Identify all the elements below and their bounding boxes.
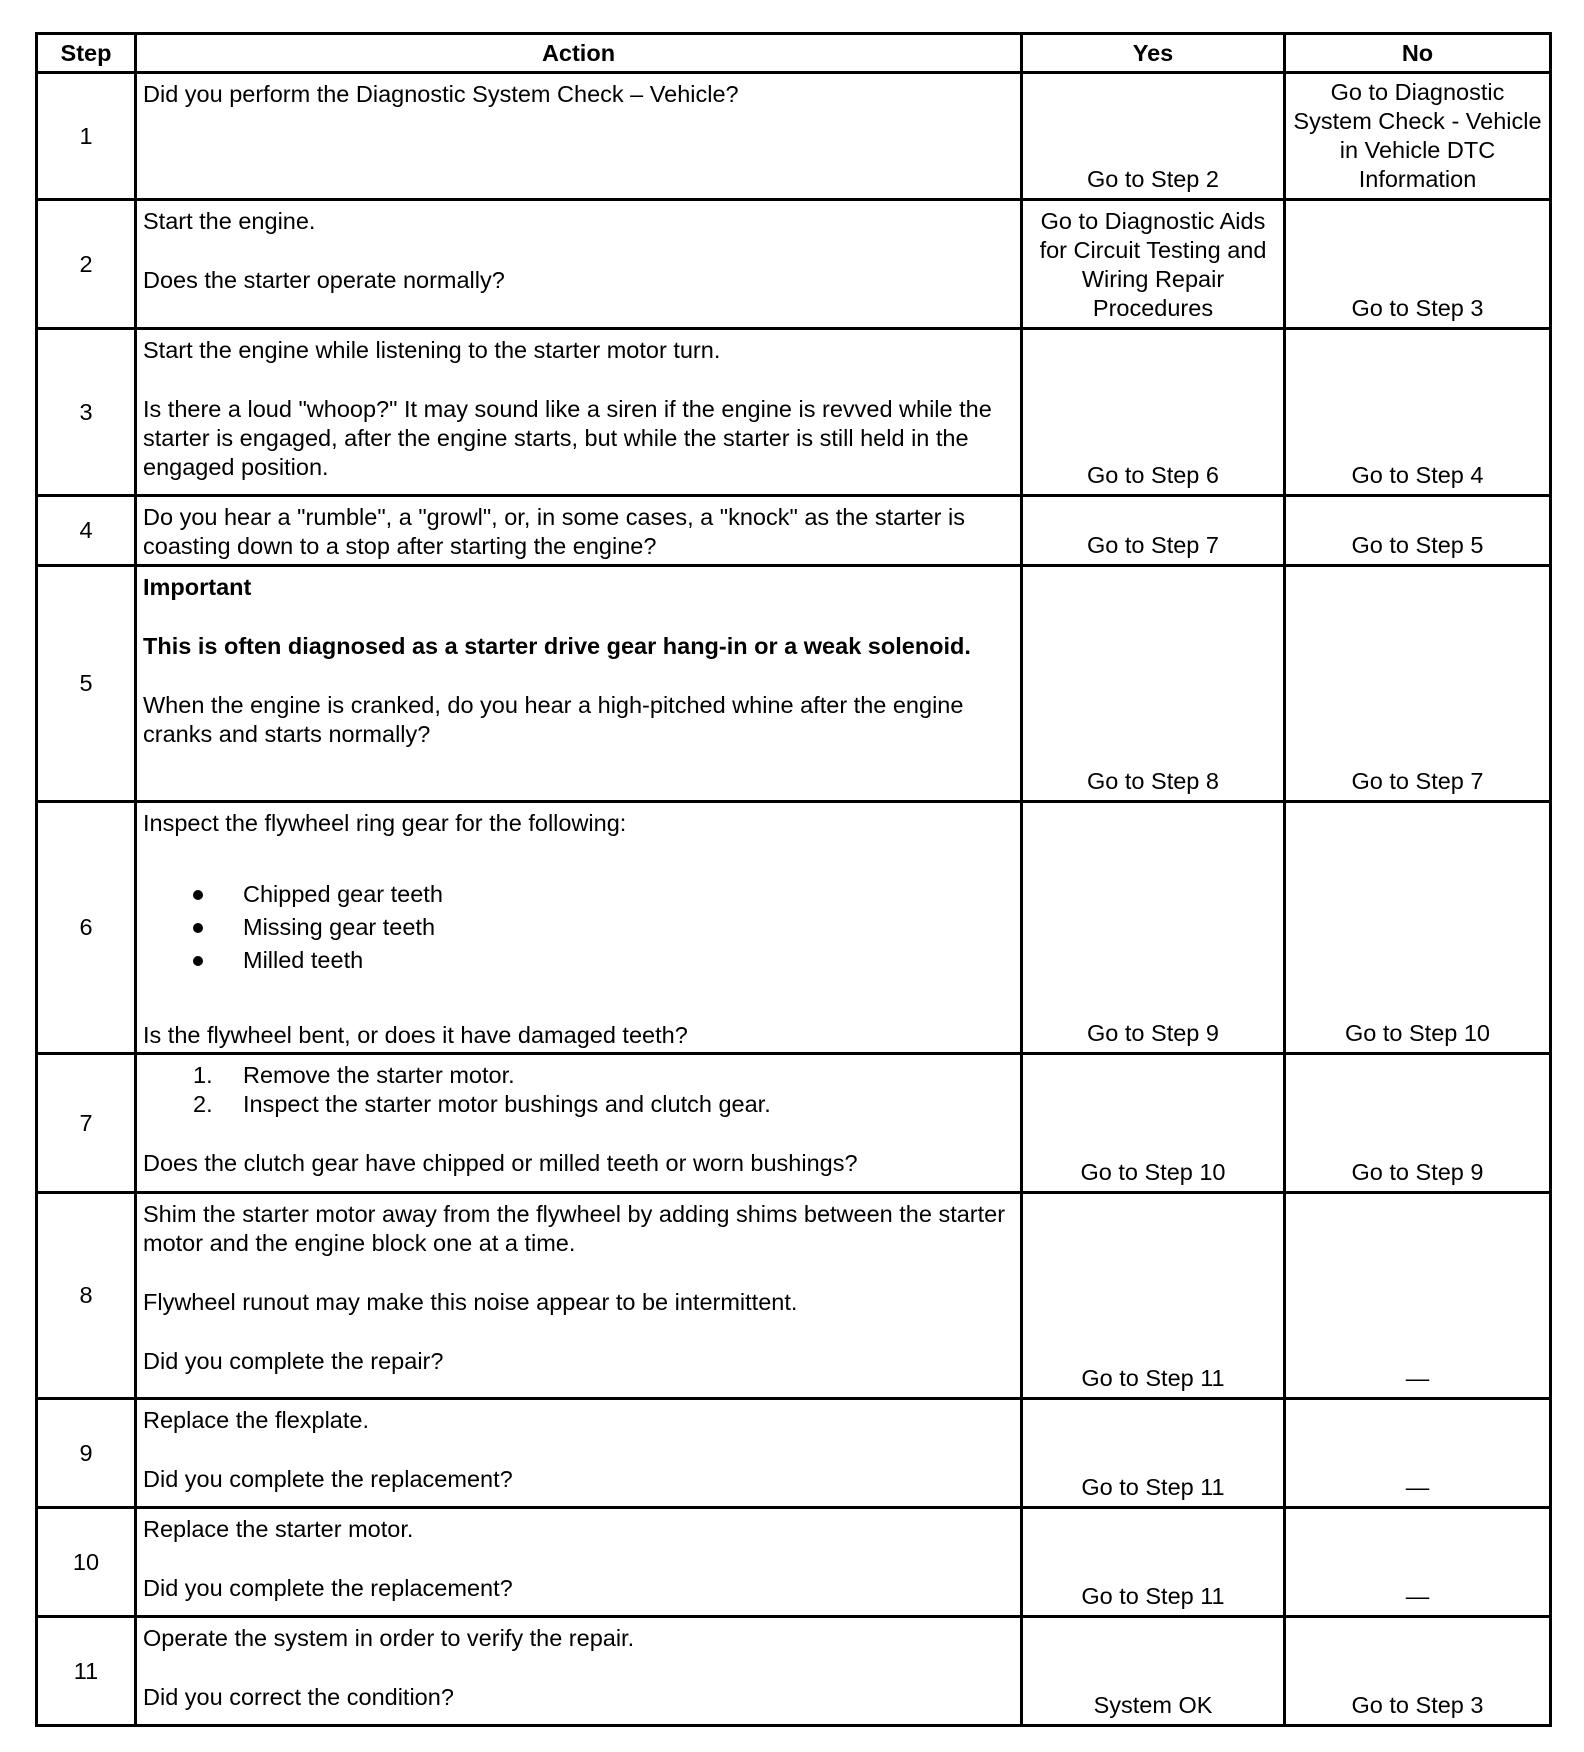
list-number: 2. xyxy=(193,1091,213,1117)
step-number: 7 xyxy=(37,1054,136,1193)
action-question: Do you hear a "rumble", a "growl", or, in some cases, a "knock" as the starter is coasting down to a stop after starting the engine? xyxy=(143,504,965,559)
list-item xyxy=(143,1090,1014,1119)
yes-cell: Go to Step 11 xyxy=(1022,1508,1285,1617)
table-row xyxy=(37,496,1551,566)
table-row xyxy=(37,1399,1551,1508)
action-cell xyxy=(136,496,1022,566)
action-text: Replace the starter motor. xyxy=(143,1516,414,1542)
yes-cell: Go to Step 9 xyxy=(1022,802,1285,1054)
list-item: Milled teeth xyxy=(143,944,1014,977)
action-text: Replace the flexplate. xyxy=(143,1407,370,1433)
action-text: Operate the system in order to verify the repair. xyxy=(143,1625,635,1651)
table-row xyxy=(37,566,1551,802)
important-note: This is often diagnosed as a starter drive gear hang-in or a weak solenoid. xyxy=(143,633,971,659)
step-number: 2 xyxy=(37,200,136,329)
yes-cell: Go to Step 11 xyxy=(1022,1193,1285,1399)
action-cell xyxy=(136,1617,1022,1726)
no-cell: Go to Step 3 xyxy=(1285,1617,1551,1726)
list-item xyxy=(143,1061,1014,1090)
action-text: Inspect the flywheel ring gear for the following: xyxy=(143,810,627,836)
yes-cell: Go to Diagnostic Aids for Circuit Testing and Wiring Repair Procedures xyxy=(1022,200,1285,329)
list-text: Inspect the starter motor bushings and clutch gear. xyxy=(243,1091,771,1117)
no-cell: — xyxy=(1285,1193,1551,1399)
action-question: Did you complete the repair? xyxy=(143,1348,444,1374)
action-cell xyxy=(136,200,1022,329)
action-cell xyxy=(136,802,1022,1054)
header-step: Step xyxy=(37,34,136,73)
no-cell: Go to Step 9 xyxy=(1285,1054,1551,1193)
step-number: 1 xyxy=(37,73,136,200)
no-cell: Go to Step 3 xyxy=(1285,200,1551,329)
action-note: Flywheel runout may make this noise appear to be intermittent. xyxy=(143,1289,798,1315)
action-cell xyxy=(136,1508,1022,1617)
numbered-list xyxy=(143,1061,1014,1119)
table-row xyxy=(37,802,1551,1054)
step-number: 11 xyxy=(37,1617,136,1726)
yes-cell: Go to Step 6 xyxy=(1022,329,1285,496)
header-yes: Yes xyxy=(1022,34,1285,73)
action-cell xyxy=(136,73,1022,200)
no-cell: Go to Step 10 xyxy=(1285,802,1551,1054)
action-text: Start the engine while listening to the starter motor turn. xyxy=(143,337,721,363)
table-header-row xyxy=(37,34,1551,73)
action-question: Is the flywheel bent, or does it have damaged teeth? xyxy=(143,1022,688,1048)
no-cell: — xyxy=(1285,1508,1551,1617)
yes-cell: Go to Step 2 xyxy=(1022,73,1285,200)
action-question: Does the starter operate normally? xyxy=(143,267,505,293)
list-number: 1. xyxy=(193,1062,213,1088)
action-question: Does the clutch gear have chipped or milled teeth or worn bushings? xyxy=(143,1150,858,1176)
no-cell: — xyxy=(1285,1399,1551,1508)
no-cell: Go to Diagnostic System Check - Vehicle in Vehicle DTC Information xyxy=(1285,73,1551,200)
action-cell xyxy=(136,1399,1022,1508)
action-cell xyxy=(136,566,1022,802)
no-cell: Go to Step 4 xyxy=(1285,329,1551,496)
table-row xyxy=(37,73,1551,200)
table-row xyxy=(37,200,1551,329)
step-number: 9 xyxy=(37,1399,136,1508)
action-question: Did you complete the replacement? xyxy=(143,1466,513,1492)
step-number: 4 xyxy=(37,496,136,566)
yes-cell: Go to Step 11 xyxy=(1022,1399,1285,1508)
action-text: Start the engine. xyxy=(143,208,316,234)
action-question: Is there a loud "whoop?" It may sound like a siren if the engine is revved while the starter is engaged, after the engine starts, but while the starter is still held in the engaged position. xyxy=(143,396,992,480)
step-number: 8 xyxy=(37,1193,136,1399)
diagnostic-document xyxy=(35,32,1549,1727)
important-label: Important xyxy=(143,574,252,600)
table-row xyxy=(37,1193,1551,1399)
action-cell xyxy=(136,1193,1022,1399)
diagnostic-table xyxy=(35,32,1552,1727)
no-cell: Go to Step 5 xyxy=(1285,496,1551,566)
table-row xyxy=(37,1617,1551,1726)
table-row xyxy=(37,1054,1551,1193)
step-number: 10 xyxy=(37,1508,136,1617)
action-cell xyxy=(136,1054,1022,1193)
yes-cell: Go to Step 10 xyxy=(1022,1054,1285,1193)
table-row xyxy=(37,329,1551,496)
action-text: Did you perform the Diagnostic System Check – Vehicle? xyxy=(143,81,739,107)
list-text: Remove the starter motor. xyxy=(243,1062,515,1088)
table-row xyxy=(37,1508,1551,1617)
yes-cell: System OK xyxy=(1022,1617,1285,1726)
yes-cell: Go to Step 8 xyxy=(1022,566,1285,802)
action-question: When the engine is cranked, do you hear a high-pitched whine after the engine cranks and starts normally? xyxy=(143,692,964,747)
list-item: Chipped gear teeth xyxy=(143,878,1014,911)
step-number: 3 xyxy=(37,329,136,496)
list-item: Missing gear teeth xyxy=(143,911,1014,944)
header-action: Action xyxy=(136,34,1022,73)
step-number: 5 xyxy=(37,566,136,802)
step-number: 6 xyxy=(37,802,136,1054)
bullet-list xyxy=(143,878,1014,977)
yes-cell: Go to Step 7 xyxy=(1022,496,1285,566)
header-no: No xyxy=(1285,34,1551,73)
no-cell: Go to Step 7 xyxy=(1285,566,1551,802)
action-question: Did you correct the condition? xyxy=(143,1684,454,1710)
action-text: Shim the starter motor away from the flywheel by adding shims between the starter motor and the engine block one at a time. xyxy=(143,1201,1006,1256)
action-question: Did you complete the replacement? xyxy=(143,1575,513,1601)
action-cell xyxy=(136,329,1022,496)
